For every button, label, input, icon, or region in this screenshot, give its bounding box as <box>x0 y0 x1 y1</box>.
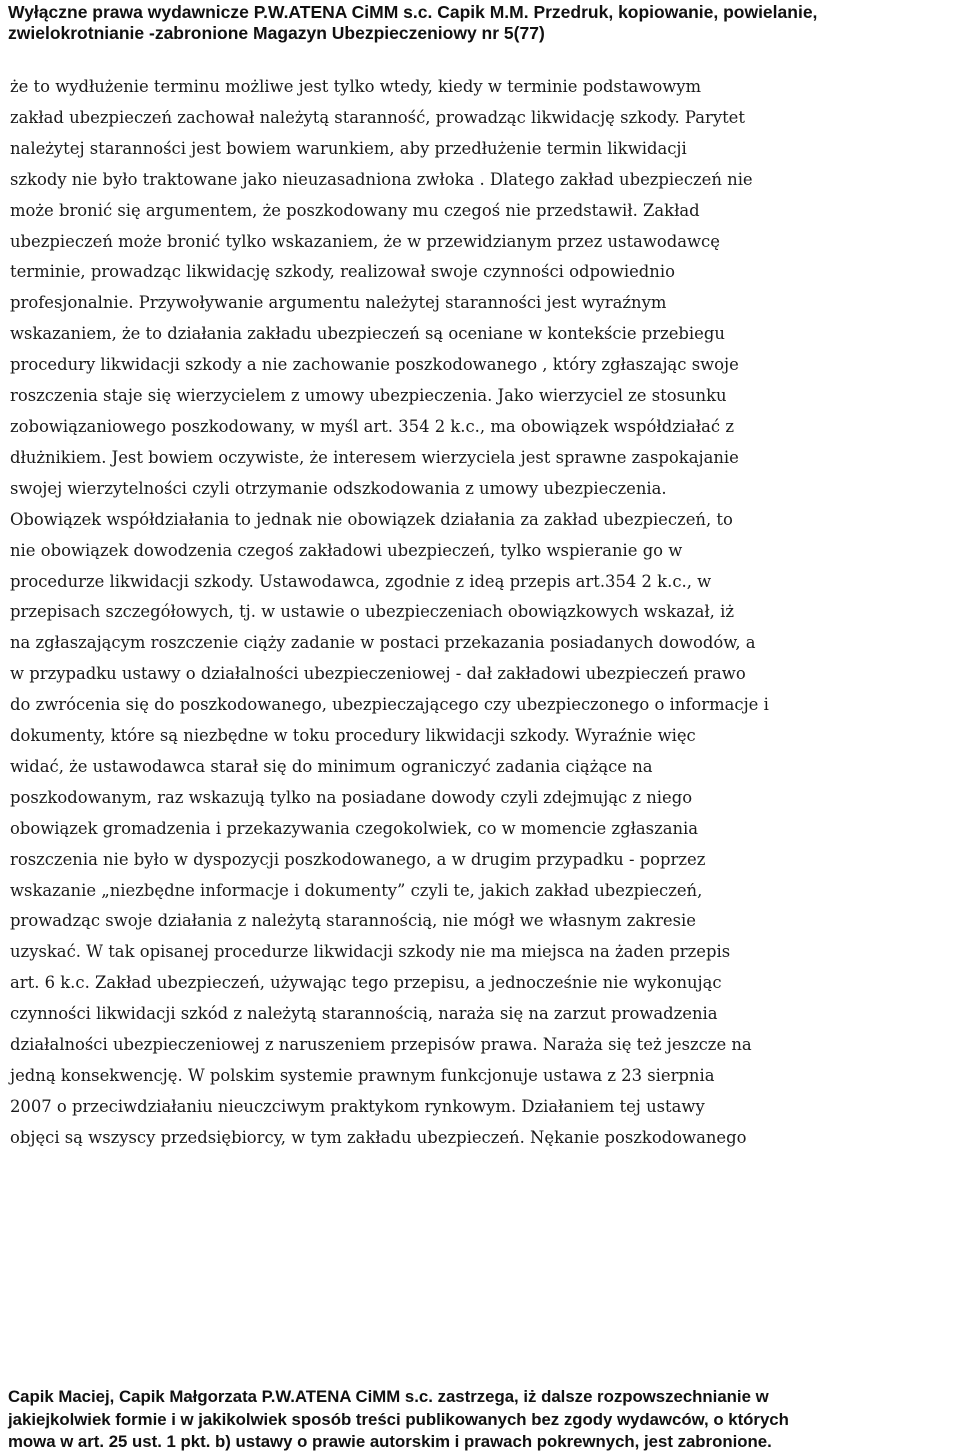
body-line: uzyskać. W tak opisanej procedurze likwidacji szkody nie ma miejsca na żaden przepis <box>10 942 731 962</box>
header-line: zwielokrotnianie -zabronione Magazyn Ubezpieczeniowy nr 5(77) <box>8 23 545 43</box>
body-line: art. 6 k.c. Zakład ubezpieczeń, używając tego przepisu, a jednocześnie nie wykonując <box>10 973 722 993</box>
body-line: w przypadku ustawy o działalności ubezpieczeniowej - dał zakładowi ubezpieczeń prawo <box>10 664 746 684</box>
body-line: szkody nie było traktowane jako nieuzasadniona zwłoka . Dlatego zakład ubezpieczeń nie <box>10 169 753 189</box>
body-line: może bronić się argumentem, że poszkodowany mu czegoś nie przedstawił. Zakład <box>10 200 700 220</box>
body-line: procedury likwidacji szkody a nie zachowanie poszkodowanego , który zgłaszając swoje <box>10 355 739 375</box>
body-line: działalności ubezpieczeniowej z naruszeniem przepisów prawa. Naraża się też jeszcze na <box>10 1035 752 1055</box>
body-line: że to wydłużenie terminu możliwe jest tylko wtedy, kiedy w terminie podstawowym <box>10 77 702 96</box>
body-line: dokumenty, które są niezbędne w toku procedury likwidacji szkody. Wyraźnie więc <box>10 726 696 746</box>
body-line: widać, że ustawodawca starał się do minimum ograniczyć zadania ciążące na <box>10 756 653 776</box>
body-line: roszczenia nie było w dyspozycji poszkodowanego, a w drugim przypadku - poprzez <box>10 849 706 869</box>
body-line: zakład ubezpieczeń zachował należytą staranność, prowadząc likwidację szkody. Parytet <box>10 107 745 127</box>
body-line: wskazaniem, że to działania zakładu ubezpieczeń są oceniane w kontekście przebiegu <box>10 324 725 344</box>
page-footer-copyright <box>8 1386 958 1454</box>
body-line: ubezpieczeń może bronić tylko wskazaniem, że w przewidzianym przez ustawodawcę <box>10 231 720 251</box>
body-line: prowadząc swoje działania z należytą starannością, nie mógł we własnym zakresie <box>10 911 696 931</box>
body-line: objęci są wszyscy przedsiębiorcy, w tym zakładu ubezpieczeń. Nękanie poszkodowanego <box>10 1127 747 1147</box>
body-line: procedurze likwidacji szkody. Ustawodawca, zgodnie z ideą przepis art.354 2 k.c., w <box>10 571 712 591</box>
body-line: należytej staranności jest bowiem warunkiem, aby przedłużenie termin likwidacji <box>10 138 687 158</box>
footer-line: jakiejkolwiek formie i w jakikolwiek sposób treści publikowanych bez zgody wydawców, o których <box>8 1409 789 1429</box>
body-line: przepisach szczegółowych, tj. w ustawie o ubezpieczeniach obowiązkowych wskazał, iż <box>10 602 734 622</box>
body-line: czynności likwidacji szkód z należytą starannością, naraża się na zarzut prowadzenia <box>10 1004 718 1024</box>
body-line: jedną konsekwencję. W polskim systemie prawnym funkcjonuje ustawa z 23 sierpnia <box>10 1066 715 1085</box>
body-line: wskazanie „niezbędne informacje i dokumenty” czyli te, jakich zakład ubezpieczeń, <box>10 880 703 900</box>
body-line: Obowiązek współdziałania to jednak nie obowiązek działania za zakład ubezpieczeń, to <box>10 509 733 529</box>
body-line: nie obowiązek dowodzenia czegoś zakładowi ubezpieczeń, tylko wspieranie go w <box>10 540 683 560</box>
footer-line: mowa w art. 25 ust. 1 pkt. b) ustawy o prawie autorskim i prawach pokrewnych, jest zabronione. <box>8 1432 772 1451</box>
body-line: profesjonalnie. Przywoływanie argumentu należytej staranności jest wyraźnym <box>10 293 667 313</box>
body-line: terminie, prowadząc likwidację szkody, realizował swoje czynności odpowiednio <box>10 262 675 282</box>
page-header-notice <box>8 2 958 44</box>
body-line: na zgłaszającym roszczenie ciąży zadanie w postaci przekazania posiadanych dowodów, a <box>10 633 756 653</box>
body-line: do zwrócenia się do poszkodowanego, ubezpieczającego czy ubezpieczonego o informacje i <box>10 695 769 715</box>
body-line: swojej wierzytelności czyli otrzymanie odszkodowania z umowy ubezpieczenia. <box>10 478 667 498</box>
body-line: roszczenia staje się wierzycielem z umowy ubezpieczenia. Jako wierzyciel ze stosunku <box>10 386 727 406</box>
footer-line: Capik Maciej, Capik Małgorzata P.W.ATENA CiMM s.c. zastrzega, iż dalsze rozpowszechnianie w <box>8 1387 769 1406</box>
article-body <box>10 72 955 1154</box>
body-line: dłużnikiem. Jest bowiem oczywiste, że interesem wierzyciela jest sprawne zaspokajanie <box>10 447 739 467</box>
header-line: Wyłączne prawa wydawnicze P.W.ATENA CiMM s.c. Capik M.M. Przedruk, kopiowanie, powielanie, <box>8 2 818 22</box>
body-line: 2007 o przeciwdziałaniu nieuczciwym praktykom rynkowym. Działaniem tej ustawy <box>10 1096 705 1116</box>
body-line: poszkodowanym, raz wskazują tylko na posiadane dowody czyli zdejmując z niego <box>10 787 693 807</box>
body-line: obowiązek gromadzenia i przekazywania czegokolwiek, co w momencie zgłaszania <box>10 818 699 838</box>
body-line: zobowiązaniowego poszkodowany, w myśl art. 354 2 k.c., ma obowiązek współdziałać z <box>10 416 734 436</box>
